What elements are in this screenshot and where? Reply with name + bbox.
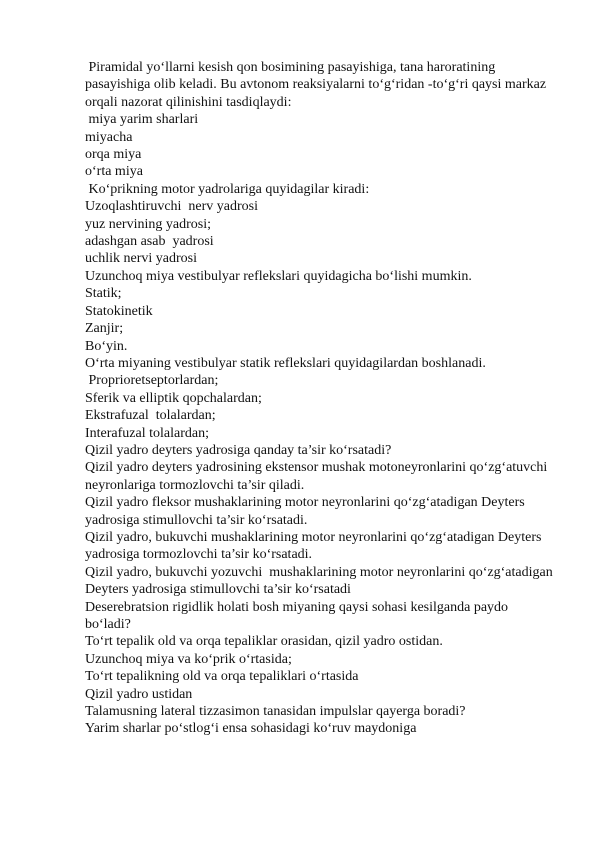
text-line: yuz nervining yadrosi; (85, 216, 211, 232)
text-line: uchlik nervi yadrosi (85, 251, 197, 267)
text-line: orqali nazorat qilinishini tasdiqlaydi: (85, 94, 292, 110)
text-line: Qizil yadro fleksor mushaklarining motor neyronlarini qo‘zg‘atadigan Deyters (85, 495, 525, 511)
text-line: Zanjir; (85, 321, 124, 337)
text-line: To‘rt tepalikning old va orqa tepaliklari o‘rtasida (85, 669, 359, 685)
text-line: adashgan asab yadrosi (85, 234, 214, 250)
text-line: Ekstrafuzal tolalardan; (85, 408, 216, 424)
text-line: Uzunchoq miya vestibulyar reflekslari quyidagicha bo‘lishi mumkin. (85, 268, 472, 284)
text-line: Proprioretseptorlardan; (85, 373, 219, 389)
text-line: Piramidal yo‘llarni kesish qon bosimining pasayishiga, tana haroratining (85, 60, 496, 75)
text-line: Deyters yadrosiga stimullovchi ta’sir ko‘rsatadi (85, 582, 351, 598)
text-line: pasayishiga olib keladi. Bu avtonom reaksiyalarni to‘g‘ridan -to‘g‘ri qaysi markaz (85, 77, 547, 93)
text-line: Qizil yadro deyters yadrosiga qanday ta’sir ko‘rsatadi? (85, 442, 392, 458)
text-line: Sferik va elliptik qopchalardan; (85, 390, 262, 406)
text-line: Yarim sharlar po‘stlog‘i ensa sohasidagi ko‘ruv maydoniga (85, 721, 417, 737)
text-line: Qizil yadro, bukuvchi yozuvchi mushaklarining motor neyronlarini qo‘zg‘atadigan (85, 564, 553, 580)
document-body (85, 59, 565, 738)
text-line: o‘rta miya (85, 164, 143, 180)
text-line: Statik; (85, 286, 122, 302)
text-line: Uzoqlashtiruvchi nerv yadrosi (85, 199, 259, 215)
text-line: Qizil yadro, bukuvchi mushaklarining motor neyronlarini qo‘zg‘atadigan Deyters (85, 529, 542, 545)
text-line: miya yarim sharlari (85, 112, 199, 128)
text-line: O‘rta miyaning vestibulyar statik reflekslari quyidagilardan boshlanadi. (85, 355, 486, 371)
text-line: Uzunchoq miya va ko‘prik o‘rtasida; (85, 651, 292, 667)
text-line: Qizil yadro ustidan (85, 686, 193, 702)
text-line: miyacha (85, 129, 133, 145)
text-line: yadrosiga stimullovchi ta’sir ko‘rsatadi. (85, 512, 308, 528)
text-line: Ko‘prikning motor yadrolariga quyidagilar kiradi: (85, 181, 370, 197)
text-line: Qizil yadro deyters yadrosining ekstensor mushak motoneyronlarini qo‘zg‘atuvchi (85, 460, 548, 476)
text-line: Talamusning lateral tizzasimon tanasidan impulslar qayerga boradi? (85, 704, 466, 720)
text-line: To‘rt tepalik old va orqa tepaliklar orasidan, qizil yadro ostidan. (85, 634, 443, 650)
text-line: Bo‘yin. (85, 338, 128, 354)
text-line: bo‘ladi? (85, 617, 131, 632)
text-line: Interafuzal tolalardan; (85, 425, 209, 441)
text-line: yadrosiga tormozlovchi ta’sir ko‘rsatadi. (85, 547, 313, 563)
text-line: neyronlariga tormozlovchi ta’sir qiladi. (85, 477, 305, 493)
text-line: Statokinetik (85, 303, 153, 319)
text-line: orqa miya (85, 147, 142, 163)
text-line: Deserebratsion rigidlik holati bosh miyaning qaysi sohasi kesilganda paydo (85, 599, 509, 615)
